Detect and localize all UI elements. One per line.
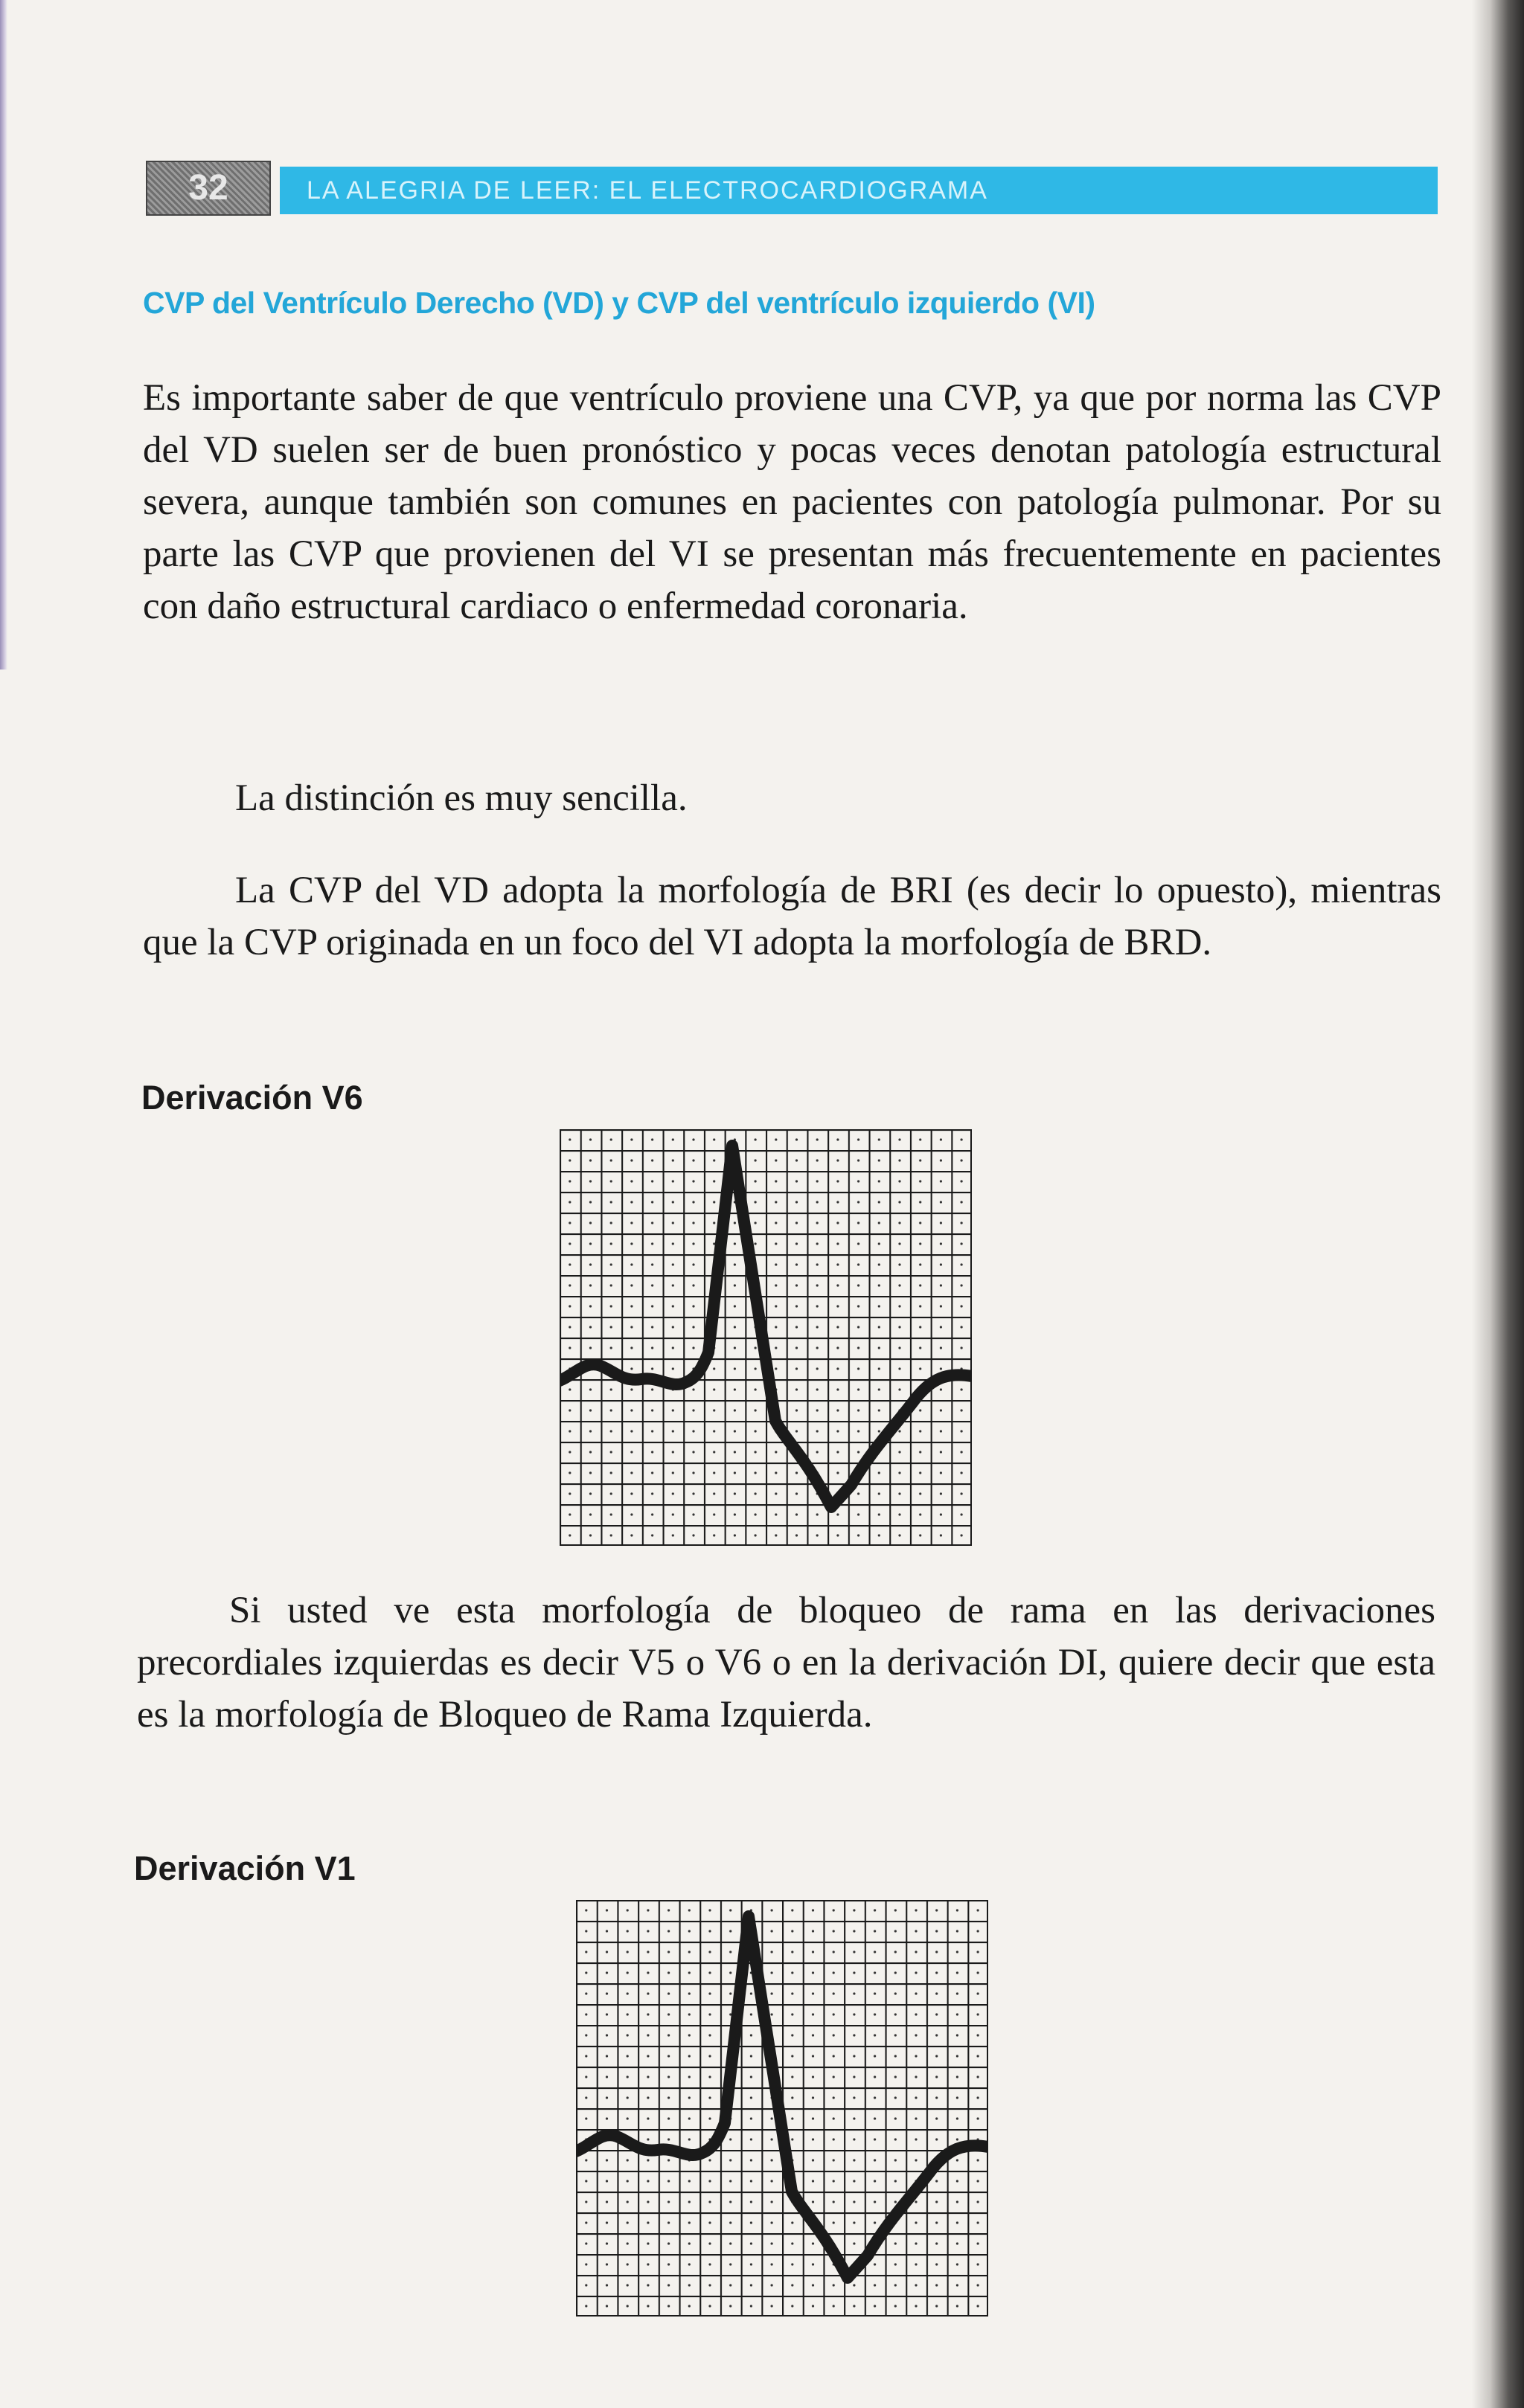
paragraph-morphology: La CVP del VD adopta la morfología de BRI (es decir lo opuesto), mientras que la CVP originada en un foco del VI adopta la morfología de BRD. bbox=[143, 870, 1441, 963]
paragraph-distinction: La distinción es muy sencilla. bbox=[235, 777, 688, 819]
page-number-box bbox=[146, 161, 271, 216]
figure-label-v1: Derivación V1 bbox=[134, 1849, 356, 1887]
section-title: CVP del Ventrículo Derecho (VD) y CVP del ventrículo izquierdo (VI) bbox=[143, 286, 1095, 320]
paragraph-lbbb: Si usted ve esta morfología de bloqueo de rama en las derivaciones precordiales izquierdas es decir V5 o V6 o en la derivación DI, quiere decir que esta es la morfología de Bloqueo de Rama Izquierda. bbox=[137, 1590, 1435, 1736]
header-bar bbox=[280, 167, 1438, 214]
page-edge-right bbox=[1472, 0, 1524, 2408]
figure-label-v6: Derivación V6 bbox=[141, 1079, 363, 1117]
page-number: 32 bbox=[188, 168, 228, 208]
ecg-trace-v1 bbox=[576, 1900, 988, 2317]
ecg-trace-v6 bbox=[560, 1129, 972, 1546]
running-header bbox=[146, 158, 1438, 220]
paragraph-intro: Es importante saber de que ventrículo proviene una CVP, ya que por norma las CVP del VD suelen ser de buen pronóstico y pocas veces denotan patología estructural severa, aunque también son comunes en pacientes con patología pulmonar. Por su parte las CVP que provienen del VI se presentan más frecuentemente en pacientes con daño estructural cardiaco o enfermedad coronaria. bbox=[143, 377, 1441, 627]
page-edge-left bbox=[0, 0, 7, 670]
running-title: LA ALEGRIA DE LEER: EL ELECTROCARDIOGRAMA bbox=[307, 176, 988, 205]
